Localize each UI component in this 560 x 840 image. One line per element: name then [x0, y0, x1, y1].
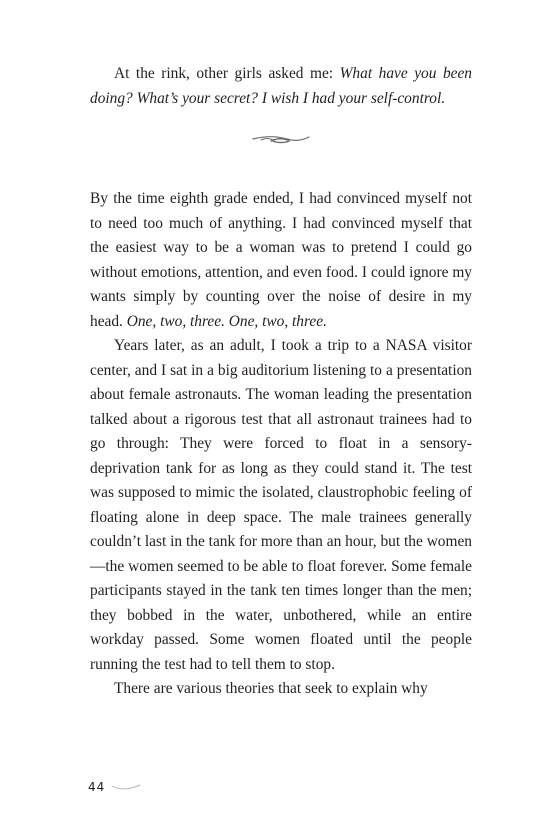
body-text: At the rink, other girls asked me:: [114, 65, 340, 82]
paragraph-theories: [90, 677, 472, 702]
page-footer: [88, 780, 141, 794]
flourish-icon: [251, 132, 311, 146]
paragraph-rink: [90, 62, 472, 111]
paragraph-eighth-grade: [90, 187, 472, 334]
swash-icon: [111, 783, 141, 791]
italic-text: One, two, three. One, two, three.: [126, 312, 327, 330]
body-text: By the time eighth grade ended, I had convinced myself not to need too much of anything. I had convinced myself that the easiest way to be a woman was to pretend I could go without emotions, attention, and even food. I could ignore my wants simply by counting over the noise of desire in my head.: [90, 190, 472, 330]
book-page-text: [90, 62, 472, 702]
section-gap: [90, 163, 472, 187]
italic-text: What have you been doing? What’s your secret? I wish I had your self-control.: [90, 65, 472, 107]
body-text: Years later, as an adult, I took a trip to a NASA visitor center, and I sat in a big auditorium listening to a presentation about female astronauts. The woman leading the presentation talked about a rigorous test that all astronaut trainees had to go through: They were forced to float in a sensory-deprivation tank for as long as they could stand it. The test was supposed to mimic the isolated, claustrophobic feeling of floating alone in deep space. The male trainees generally couldn’t last in the tank for more than an hour, but the women—the women seemed to be able to float forever. Some female participants stayed in the tank ten times longer than the men; they bobbed in the water, unbothered, while an entire workday passed. Some women floated until the people running the test had to tell them to stop.: [90, 337, 472, 673]
paragraph-nasa: [90, 334, 472, 677]
page-number: 44: [88, 780, 106, 794]
section-break-ornament: [90, 115, 472, 163]
body-text: There are various theories that seek to explain why: [114, 680, 428, 697]
